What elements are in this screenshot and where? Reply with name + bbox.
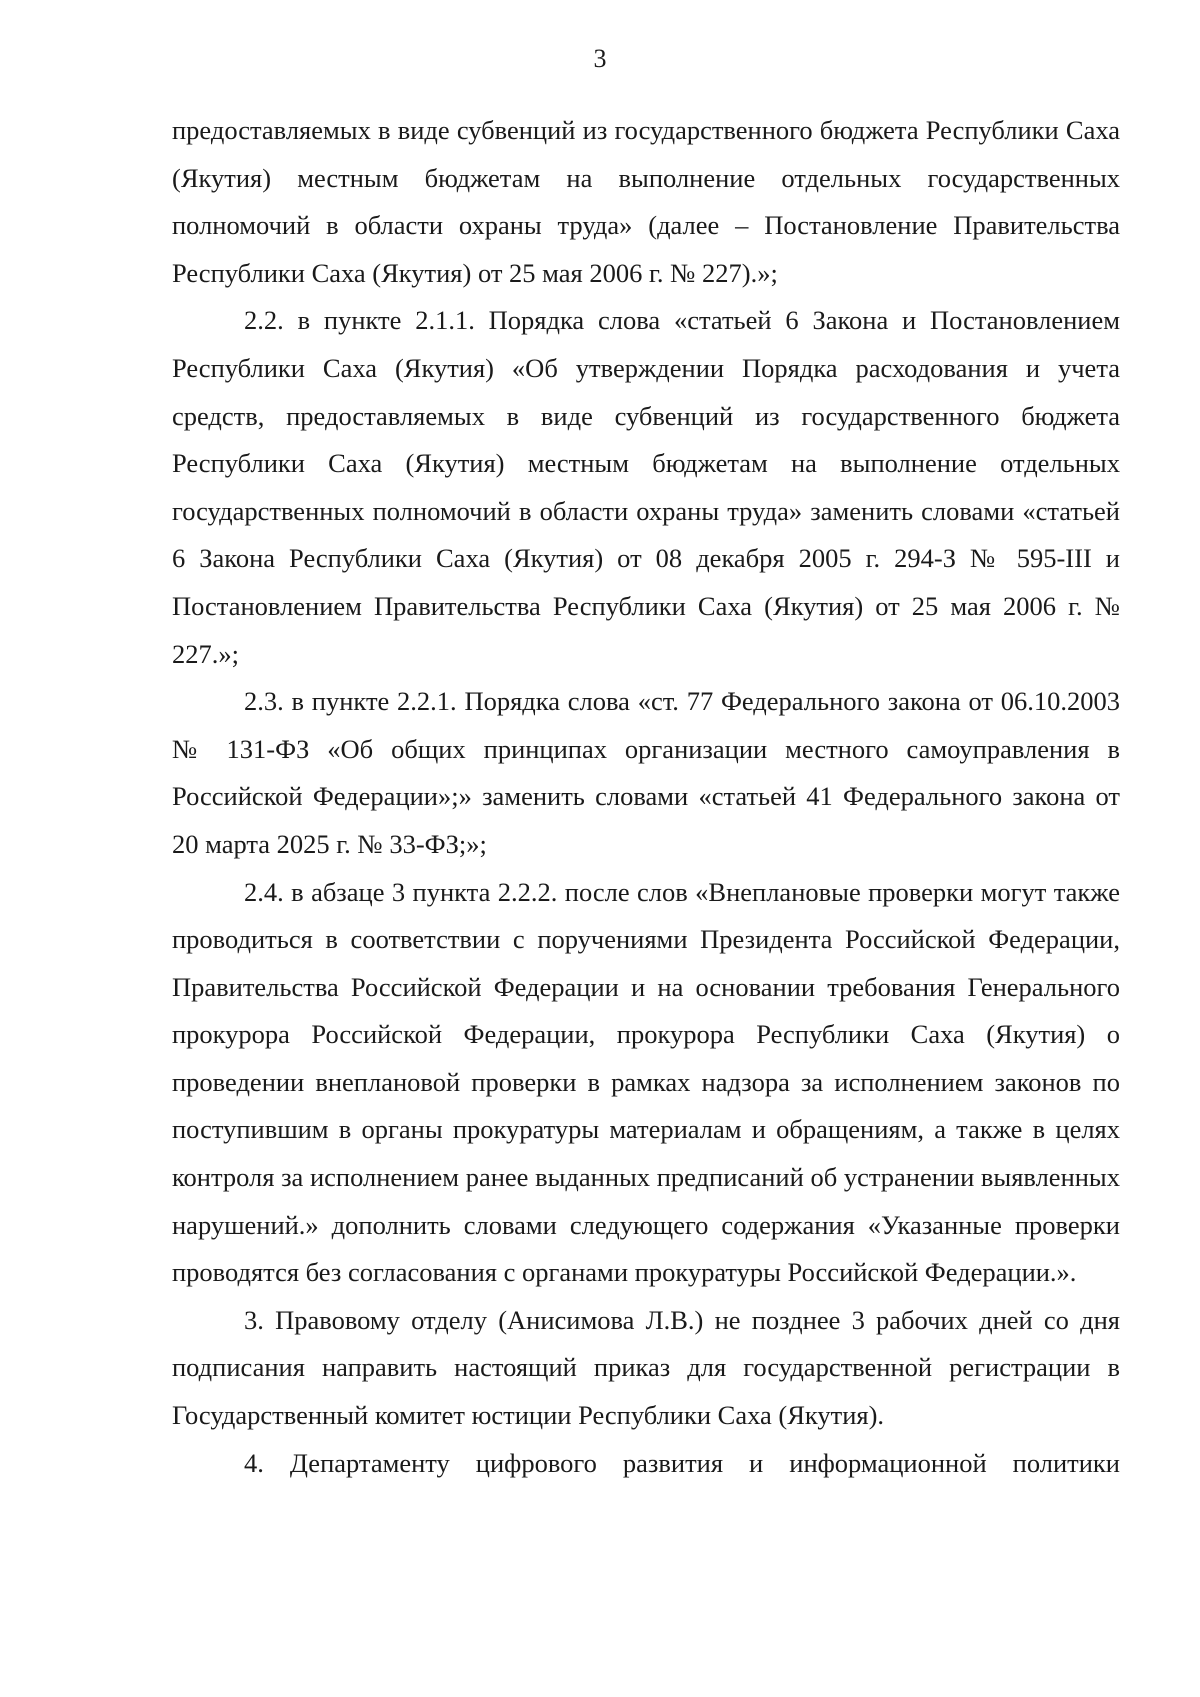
paragraph-continuation: предоставляемых в виде субвенций из государственного бюджета Республики Саха (Якутия) местным бюджетам на выполнение отдельных государственных полномочий в области охраны труда» (далее – Постановление Правительства Республики Саха (Якутия) от 25 мая 2006 г. № 227).»; xyxy=(172,115,1120,288)
paragraph-4: 4. Департаменту цифрового развития и информационной политики xyxy=(244,1447,1120,1478)
paragraph-3: 3. Правовому отделу (Анисимова Л.В.) не позднее 3 рабочих дней со дня подписания направить настоящий приказ для государственной регистрации в Государственный комитет юстиции Республики Саха (Якутия). xyxy=(172,1304,1120,1431)
paragraph-2-3: 2.3. в пункте 2.2.1. Порядка слова «ст. 77 Федерального закона от 06.10.2003 № 131-ФЗ «Об общих принципах организации местного самоуправления в Российской Федерации»;» заменить словами «статьей 41 Федерального закона от 20 марта 2025 г. № 33-ФЗ;»; xyxy=(172,686,1120,859)
page-number: 3 xyxy=(593,44,607,73)
paragraph-2-2: 2.2. в пункте 2.1.1. Порядка слова «статьей 6 Закона и Постановлением Республики Саха (Якутия) «Об утверждении Порядка расходования и учета средств, предоставляемых в виде субвенций из государственного бюджета Республики Саха (Якутия) местным бюджетам на выполнение отдельных государственных полномочий в области охраны труда» заменить словами «статьей 6 Закона Республики Саха (Якутия) от 08 декабря 2005 г. 294-З № 595-III и Постановлением Правительства Республики Саха (Якутия) от 25 мая 2006 г. № 227.»; xyxy=(172,305,1120,669)
document-body xyxy=(172,107,1120,1487)
paragraph-2-4: 2.4. в абзаце 3 пункта 2.2.2. после слов «Внеплановые проверки могут также проводиться в соответствии с поручениями Президента Российской Федерации, Правительства Российской Федерации и на основании требования Генерального прокурора Российской Федерации, прокурора Республики Саха (Якутия) о проведении внеплановой проверки в рамках надзора за исполнением законов по поступившим в органы прокуратуры материалам и обращениям, а также в целях контроля за исполнением ранее выданных предписаний об устранении выявленных нарушений.» дополнить словами следующего содержания «Указанные проверки проводятся без согласования с органами прокуратуры Российской Федерации.». xyxy=(172,876,1120,1288)
